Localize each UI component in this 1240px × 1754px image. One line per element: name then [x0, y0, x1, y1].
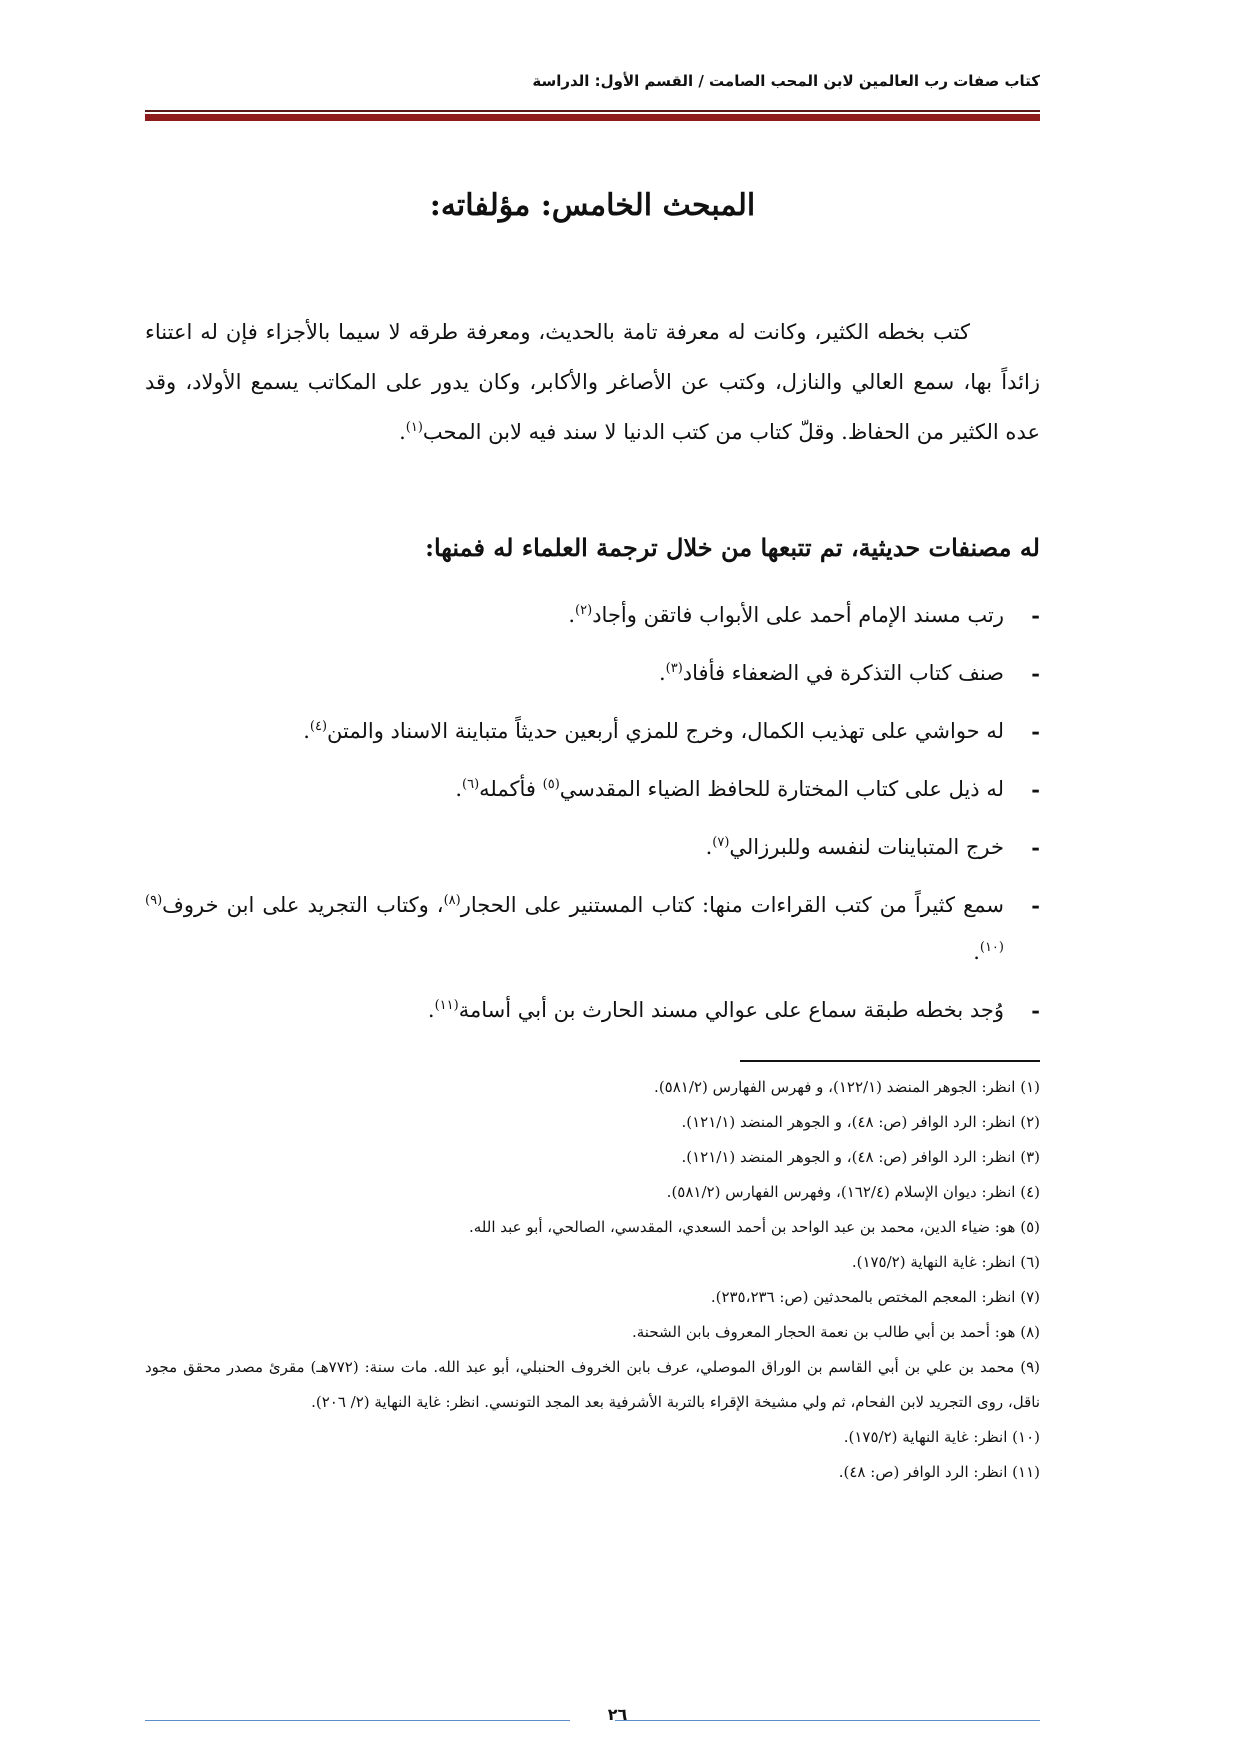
work-end: .	[427, 998, 435, 1022]
intro-text: كتب بخطه الكثير، وكانت له معرفة تامة بالحديث، ومعرفة طرقه لا سيما بالأجزاء فإن له اعتناء زائداً بها، سمع العالي والنازل، وكتب عن الأصاغر والأكابر، وكان يدور على المكاتب يسمع الأولاد، وقد عده الكثير من الحفاظ. وقلّ كتاب من كتب الدنيا لا سند فيه لابن المحب	[145, 320, 1040, 444]
footnote: (٤) انظر: ديوان الإسلام (١٦٢/٤)، وفهرس الفهارس (٥٨١/٢).	[666, 1183, 1040, 1201]
list-item	[145, 766, 1040, 813]
footnotes	[145, 1070, 1040, 1490]
work-text: له ذيل على كتاب المختارة للحافظ الضياء المقدسي	[559, 777, 1004, 801]
footnote: (٥) هو: ضياء الدين، محمد بن عبد الواحد بن أحمد السعدي، المقدسي، الصالحي، أبو عبد الله.	[469, 1218, 1040, 1236]
work-text: رتب مسند الإمام أحمد على الأبواب فاتقن وأجاد	[592, 603, 1004, 627]
footnote-ref: (١)	[405, 420, 423, 435]
bullet-dash: -	[1031, 777, 1040, 802]
footnote: (١١) انظر: الرد الوافر (ص: ٤٨).	[838, 1463, 1040, 1481]
bullet-dash: -	[1031, 835, 1040, 860]
bullet-dash: -	[1031, 603, 1040, 628]
running-header: كتاب صفات رب العالمين لابن المحب الصامت / القسم الأول: الدراسة	[532, 72, 1040, 90]
work-end: .	[705, 835, 713, 859]
footer-rule	[615, 1720, 1040, 1721]
footnote: (٧) انظر: المعجم المختص بالمحدثين (ص: ٢٣٥،٢٣٦).	[710, 1288, 1040, 1306]
footnote-ref: (٥)	[542, 777, 560, 792]
works-subheading: له مصنفات حديثية، تم تتبعها من خلال ترجمة العلماء له فمنها:	[425, 533, 1040, 562]
page-number: ٢٦	[607, 1705, 628, 1724]
footnote: (٨) هو: أحمد بن أبي طالب بن نعمة الحجار المعروف بابن الشحنة.	[632, 1323, 1040, 1341]
list-item	[145, 882, 1040, 976]
work-end: .	[973, 940, 980, 964]
intro-paragraph	[145, 307, 1040, 457]
work-text-cont: فأكمله	[479, 777, 543, 801]
work-text-cont: ، وكتاب التجريد على ابن خروف	[162, 893, 444, 917]
list-item	[145, 824, 1040, 871]
list-item	[145, 592, 1040, 639]
footnote-ref: (٦)	[462, 777, 480, 792]
footnote-ref: (٩) (١٠)	[145, 893, 1004, 955]
work-end: .	[568, 603, 576, 627]
list-item	[145, 987, 1040, 1034]
intro-end: .	[399, 420, 406, 444]
bullet-dash: -	[1031, 998, 1040, 1023]
footnote-ref: (٣)	[665, 661, 683, 676]
footnote-separator	[740, 1060, 1040, 1062]
footnote: (٢) انظر: الرد الوافر (ص: ٤٨)، و الجوهر المنضد (١٢١/١).	[681, 1113, 1040, 1131]
list-item	[145, 650, 1040, 697]
work-text: صنف كتاب التذكرة في الضعفاء فأفاد	[682, 661, 1004, 685]
footnote-ref: (٢)	[575, 603, 593, 618]
header-rule	[145, 110, 1040, 112]
section-title: المبحث الخامس: مؤلفاته:	[429, 188, 756, 223]
work-end: .	[303, 719, 310, 743]
footnote-ref: (٨)	[443, 893, 461, 908]
footnote-ref: (١١)	[434, 998, 459, 1013]
work-text: سمع كثيراً من كتب القراءات منها: كتاب المستنير على الحجار	[460, 893, 1004, 917]
work-end: .	[455, 777, 463, 801]
work-text: وُجد بخطه طبقة سماع على عوالي مسند الحارث بن أبي أسامة	[458, 998, 1004, 1022]
footnote: (٣) انظر: الرد الوافر (ص: ٤٨)، و الجوهر المنضد (١٢١/١).	[681, 1148, 1040, 1166]
footnote-ref: (٧)	[712, 835, 730, 850]
footnote: (١) انظر: الجوهر المنضد (١٢٢/١)، و فهرس الفهارس (٥٨١/٢).	[654, 1078, 1040, 1096]
footnote-ref: (٤)	[309, 719, 328, 734]
works-list	[145, 592, 1040, 1045]
footer-rule	[145, 1720, 570, 1721]
bullet-dash: -	[1031, 893, 1040, 918]
footnote: (١٠) انظر: غاية النهاية (١٧٥/٢).	[843, 1428, 1040, 1446]
footnote: (٩) محمد بن علي بن أبي القاسم بن الوراق الموصلي، عرف بابن الخروف الحنبلي، أبو عبد الله. مات سنة: (٧٧٢هـ) مقرئ مصدر محقق مجود ناقل، روى التجريد لابن الفحام، ثم ولي مشيخة الإقراء بالتربة الأشرفية بعد المجد التونسي. انظر: غاية النهاية (٢/ ٢٠٦).	[145, 1358, 1040, 1411]
header-rule-thick	[145, 114, 1040, 121]
footnote: (٦) انظر: غاية النهاية (١٧٥/٢).	[851, 1253, 1040, 1271]
work-end: .	[658, 661, 666, 685]
bullet-dash: -	[1031, 719, 1040, 744]
work-text: خرج المتباينات لنفسه وللبرزالي	[729, 835, 1004, 859]
bullet-dash: -	[1031, 661, 1040, 686]
list-item	[145, 708, 1040, 755]
work-text: له حواشي على تهذيب الكمال، وخرج للمزي أربعين حديثاً متباينة الاسناد والمتن	[327, 719, 1004, 743]
